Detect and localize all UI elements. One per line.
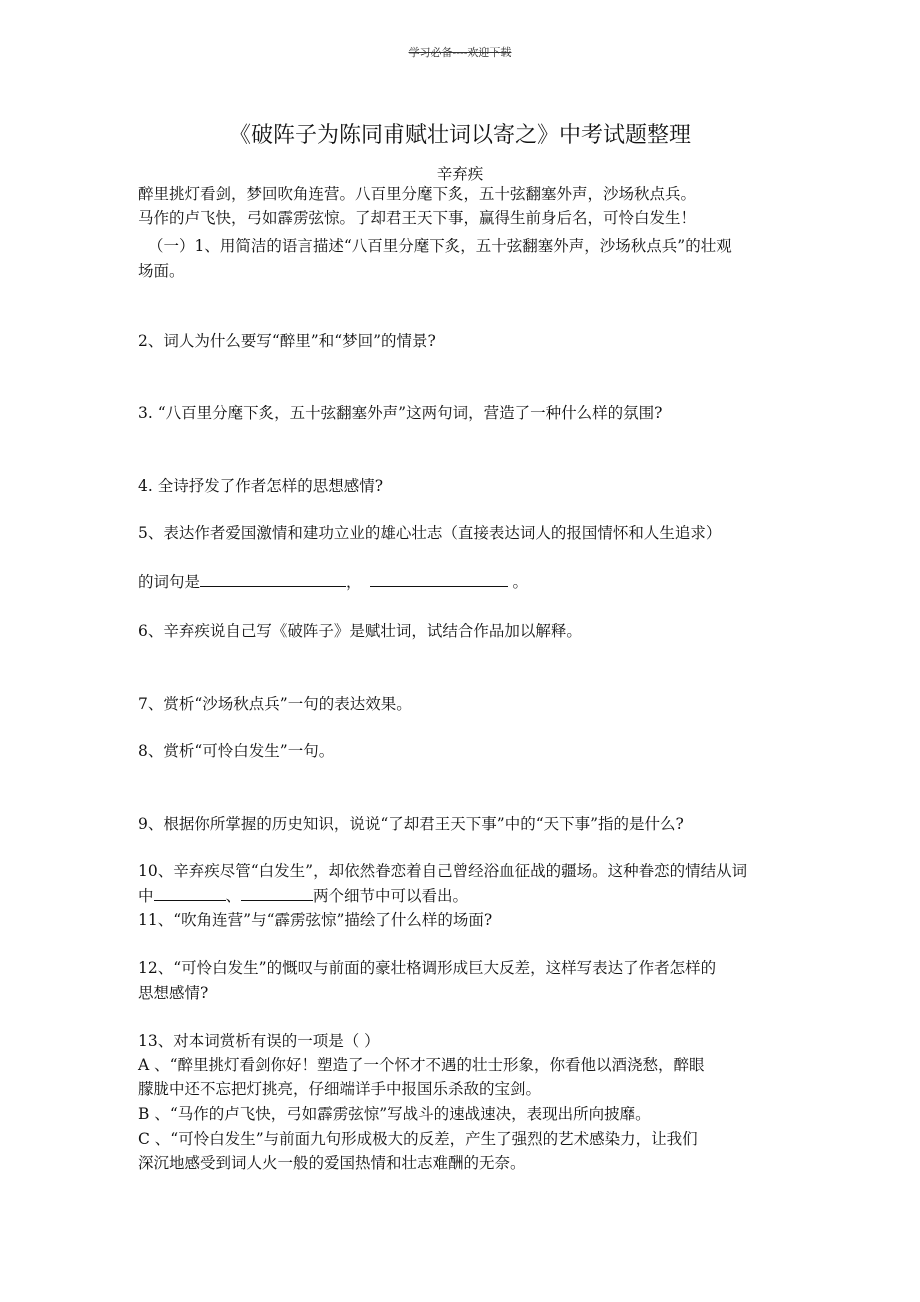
question-1: （一）1、用简洁的语言描述“八百里分麾下炙，五十弦翻塞外声，沙场秋点兵”的壮观 bbox=[148, 237, 732, 255]
option-b: B 、“马作的卢飞快，弓如霹雳弦惊”写战斗的速战速决，表现出所向披靡。 bbox=[138, 1105, 651, 1123]
question-5-answer-line bbox=[138, 572, 528, 592]
question-12: 12、“可怜白发生”的慨叹与前面的豪壮格调形成巨大反差，这样写表达了作者怎样的 bbox=[138, 959, 717, 977]
question-10-prefix: 中 bbox=[138, 887, 154, 905]
question-1-cont: 场面。 bbox=[138, 262, 185, 280]
period: 。 bbox=[507, 573, 528, 591]
separator: ， bbox=[346, 573, 362, 591]
question-8: 8、赏析“可怜白发生”一句。 bbox=[138, 742, 335, 760]
question-5-prefix: 的词句是 bbox=[138, 573, 201, 591]
answer-blank-2[interactable] bbox=[370, 572, 508, 587]
question-10-answer-line bbox=[138, 886, 468, 906]
question-10: 10、辛弃疾尽管“白发生”，却依然眷恋着自己曾经浴血征战的疆场。这种眷恋的情结从词 bbox=[138, 862, 748, 880]
poem-line-2: 马作的卢飞快，弓如霹雳弦惊。了却君王天下事，赢得生前身后名，可怜白发生！ bbox=[138, 209, 697, 227]
author: 辛弃疾 bbox=[436, 165, 484, 183]
option-a-cont: 朦胧中还不忘把灯挑亮，仔细端详手中报国乐杀敌的宝剑。 bbox=[138, 1080, 542, 1098]
question-4: 4. 全诗抒发了作者怎样的思想感情? bbox=[138, 477, 384, 495]
question-12-cont: 思想感情? bbox=[138, 984, 209, 1002]
question-2: 2、词人为什么要写“醉里”和“梦回”的情景? bbox=[138, 332, 436, 350]
question-7: 7、赏析“沙场秋点兵”一句的表达效果。 bbox=[138, 695, 412, 713]
document-title: 《破阵子为陈同甫赋壮词以寄之》中考试题整理 bbox=[228, 123, 691, 148]
question-11: 11、“吹角连营”与“霹雳弦惊”描绘了什么样的场面? bbox=[138, 911, 493, 929]
option-a: A 、“醉里挑灯看剑你好！塑造了一个怀才不遇的壮士形象，你看他以酒浇愁，醉眼 bbox=[138, 1056, 705, 1074]
answer-blank-3[interactable] bbox=[154, 886, 226, 901]
separator: 、 bbox=[225, 887, 242, 905]
question-5: 5、表达作者爱国激情和建功立业的雄心壮志（直接表达词人的报国情怀和人生追求） bbox=[138, 524, 722, 542]
question-10-suffix: 两个细节中可以看出。 bbox=[313, 887, 469, 905]
answer-blank-4[interactable] bbox=[241, 886, 313, 901]
option-c-cont: 深沉地感受到词人火一般的爱国热情和壮志难酬的无奈。 bbox=[138, 1154, 526, 1172]
question-6: 6、辛弃疾说自己写《破阵子》是赋壮词，试结合作品加以解释。 bbox=[138, 622, 582, 640]
page-header-watermark: 学习必备----欢迎下载 bbox=[408, 46, 512, 59]
question-9: 9、根据你所掌握的历史知识，说说“了却君王天下事”中的“天下事”指的是什么? bbox=[138, 815, 684, 833]
question-3: 3. “八百里分麾下炙，五十弦翻塞外声”这两句词，营造了一种什么样的氛围? bbox=[138, 404, 663, 422]
answer-blank-1[interactable] bbox=[200, 572, 346, 587]
option-c: C 、“可怜白发生”与前面九句形成极大的反差，产生了强烈的艺术感染力，让我们 bbox=[138, 1130, 698, 1148]
poem-line-1: 醉里挑灯看剑，梦回吹角连营。八百里分麾下炙，五十弦翻塞外声，沙场秋点兵。 bbox=[138, 185, 697, 203]
question-13: 13、对本词赏析有误的一项是（ ） bbox=[138, 1032, 380, 1050]
